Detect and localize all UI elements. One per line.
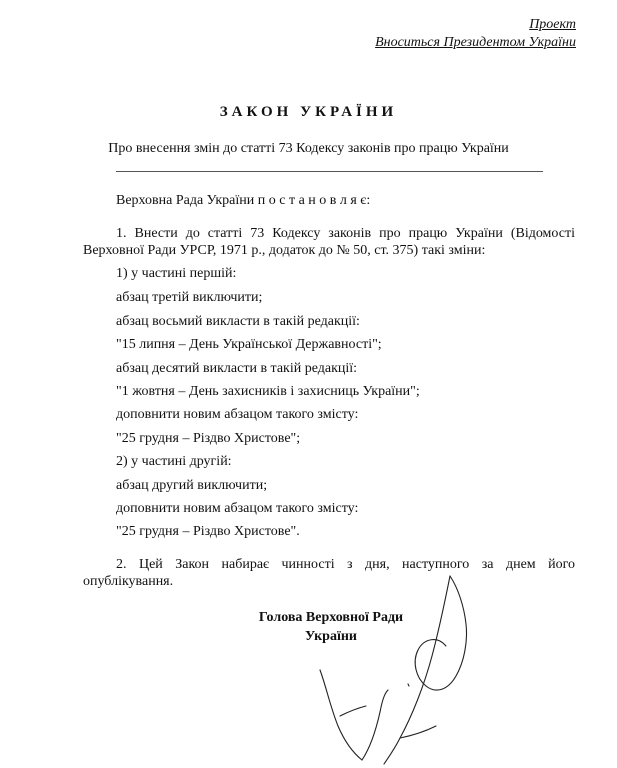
list-item: доповнити новим абзацом такого змісту: [116,501,359,516]
item1-line1: 1. Внести до статті 73 Кодексу законів про працю України (Відомості [116,226,575,241]
law-subtitle: Про внесення змін до статті 73 Кодексу законів про працю України [108,141,509,156]
law-title: ЗАКОН УКРАЇНИ [219,104,398,120]
item1-line2: Верховної Ради УРСР, 1971 р., додаток до № 50, ст. 375) такі зміни: [83,243,486,258]
list-item: абзац другий виключити; [116,478,268,493]
list-item: доповнити новим абзацом такого змісту: [116,407,359,422]
item2-line2: опублікування. [83,574,174,589]
signatory-line2: України [304,629,357,644]
item2-line1: 2. Цей Закон набирає чинності з дня, наступного за днем його [116,557,575,572]
submitted-by-label: Вноситься Президентом України [375,35,576,50]
part2-heading: 2) у частині другій: [116,454,232,469]
list-item: абзац восьмий викласти в такій редакції: [116,314,360,329]
preamble: Верховна Рада України п о с т а н о в л я є: [116,193,371,208]
list-item: "25 грудня – Різдво Христове"; [116,431,301,446]
handwritten-signature [300,566,490,766]
list-item: "25 грудня – Різдво Христове". [116,524,300,539]
list-item: абзац десятий викласти в такій редакції: [116,361,358,376]
list-item: "1 жовтня – День захисників і захисниць України"; [116,384,420,399]
signatory-line1: Голова Верховної Ради [258,610,404,625]
list-item: абзац третій виключити; [116,290,263,305]
list-item: "15 липня – День Української Державності"; [116,337,382,352]
draft-label: Проект [529,17,576,32]
part1-heading: 1) у частині першій: [116,266,237,281]
title-divider [116,171,543,172]
document-status [375,16,576,52]
